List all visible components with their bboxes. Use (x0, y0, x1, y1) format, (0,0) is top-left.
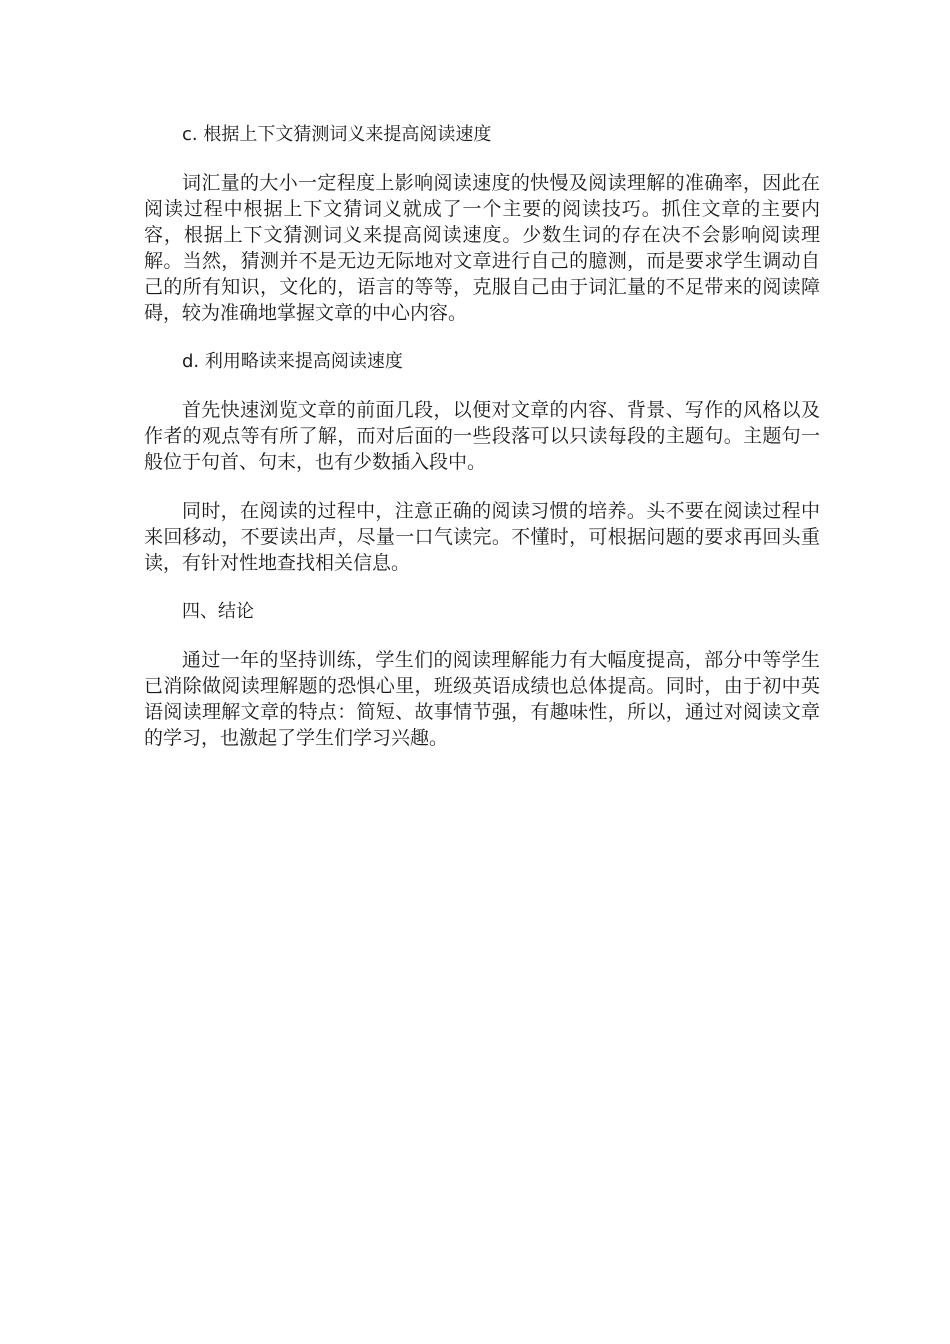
paragraph-conclusion: 通过一年的坚持训练，学生们的阅读理解能力有大幅度提高，部分中等学生已消除做阅读理解题的恐惧心里，班级英语成绩也总体提高。同时，由于初中英语阅读理解文章的特点：简短、故事情节强，有趣味性，所以，通过对阅读文章的学习，也激起了学生们学习兴趣。 (144, 649, 820, 749)
section-heading-d: d. 利用略读来提高阅读速度 (182, 351, 403, 372)
paragraph-skimming: 首先快速浏览文章的前面几段，以便对文章的内容、背景、写作的风格以及作者的观点等有所了解，而对后面的一些段落可以只读每段的主题句。主题句一般位于句首、句末，也有少数插入段中。 (144, 399, 820, 473)
paragraph-reading-habits: 同时，在阅读的过程中，注意正确的阅读习惯的培养。头不要在阅读过程中来回移动，不要读出声，尽量一口气读完。不懂时，可根据问题的要求再回头重读，有针对性地查找相关信息。 (144, 500, 820, 574)
document-body (144, 122, 820, 774)
section-heading-conclusion: 四、结论 (182, 601, 254, 622)
section-heading-c: c. 根据上下文猜测词义来提高阅读速度 (182, 124, 492, 145)
paragraph-vocabulary-guessing: 词汇量的大小一定程度上影响阅读速度的快慢及阅读理解的准确率，因此在阅读过程中根据上下文猜词义就成了一个主要的阅读技巧。抓住文章的主要内容，根据上下文猜测词义来提高阅读速度。少数生词的存在决不会影响阅读理解。当然，猜测并不是无边无际地对文章进行自己的臆测，而是要求学生调动自己的所有知识，文化的，语言的等等，克服自己由于词汇量的不足带来的阅读障碍，较为准确地掌握文章的中心内容。 (144, 172, 820, 324)
